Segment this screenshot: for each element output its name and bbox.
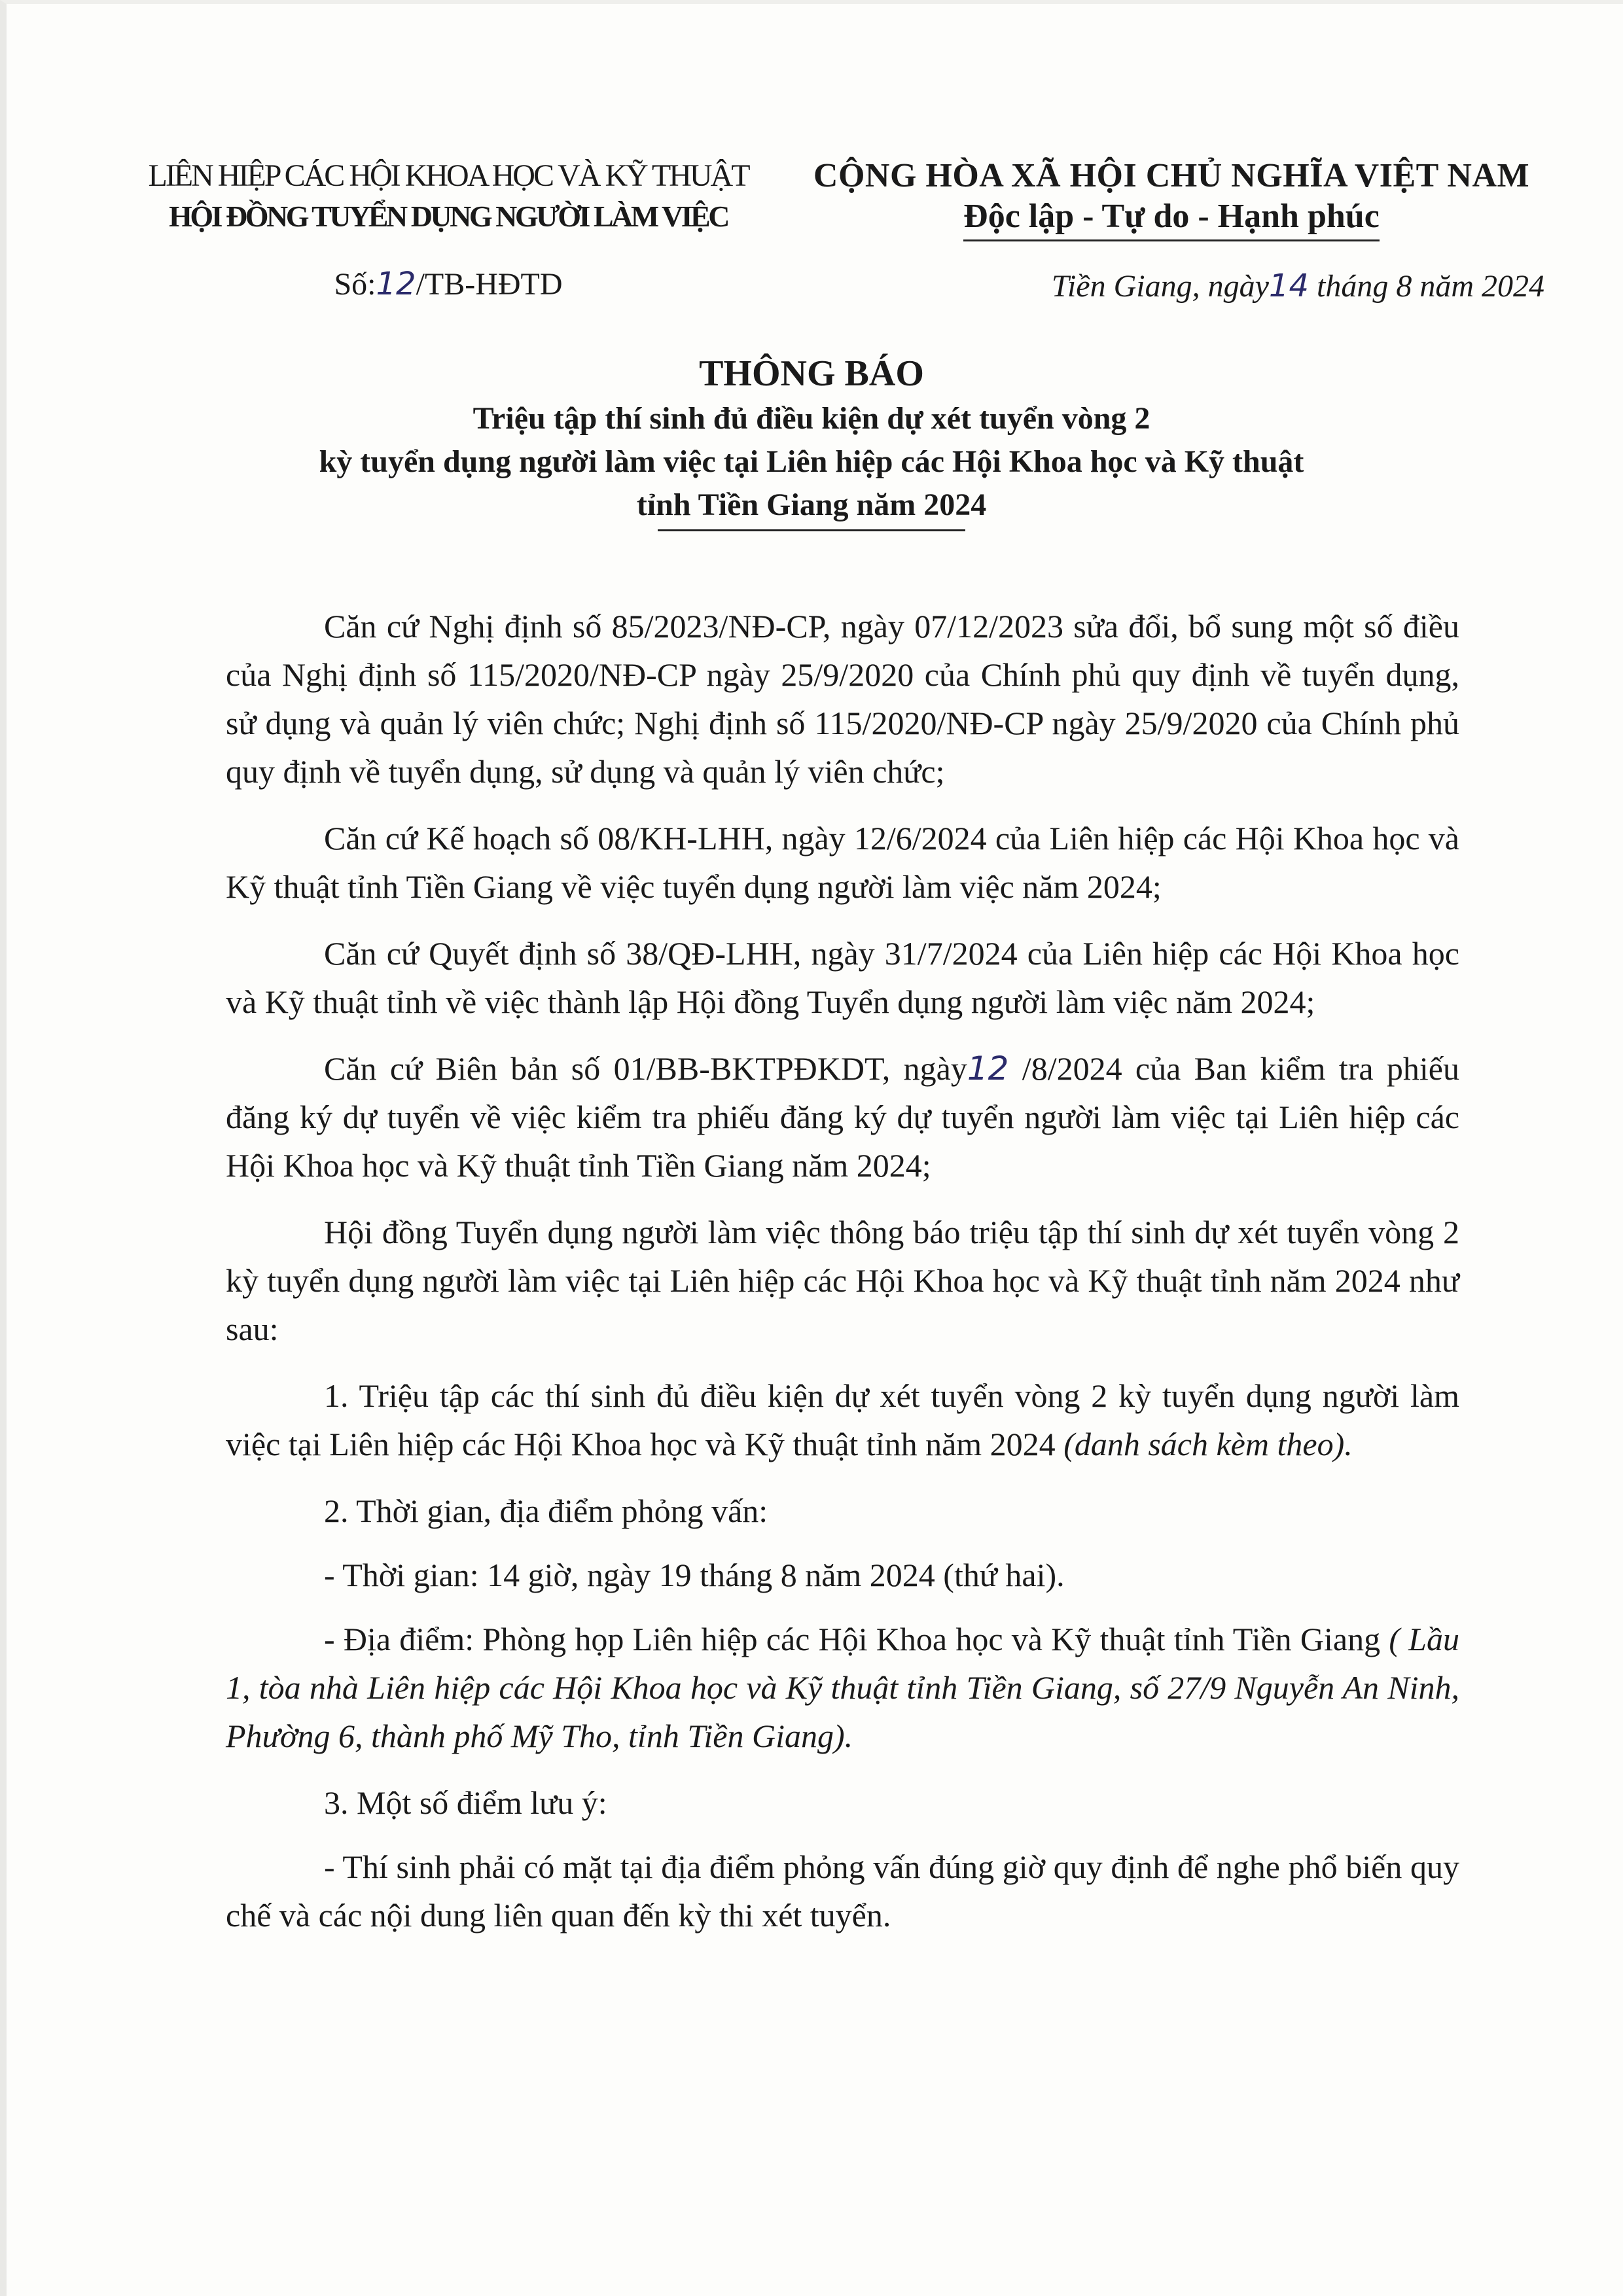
interview-location [226,1615,1459,1760]
title-underline [658,529,965,531]
legal-basis-decision: Căn cứ Quyết định số 38/QĐ-LHH, ngày 31/7/2024 của Liên hiệp các Hội Khoa học và Kỹ thuật tỉnh về việc thành lập Hội đồng Tuyển dụng người làm việc năm 2024; [226,935,1459,1020]
national-header [798,156,1544,306]
date-suffix: tháng 8 năm 2024 [1309,269,1544,304]
date-day-handwritten: 14 [1268,268,1309,304]
item-1-note: (danh sách kèm theo). [1063,1426,1353,1462]
notice-subtitle-line-1: Triệu tập thí sinh đủ điều kiện dự xét tuyển vòng 2 [473,401,1150,436]
legal-basis-decree: Căn cứ Nghị định số 85/2023/NĐ-CP, ngày 07/12/2023 sửa đổi, bổ sung một số điều của Nghị định số 115/2020/NĐ-CP ngày 25/9/2020 của Chính phủ quy định về tuyển dụng, sử dụng và quản lý viên chức; Nghị định số 115/2020/NĐ-CP ngày 25/9/2020 của Chính phủ quy định về tuyển dụng, sử dụng và quản lý viên chức; [226,608,1459,790]
date-prefix: Tiền Giang, ngày [1051,269,1269,304]
doc-number-suffix: /TB-HĐTD [416,267,563,302]
note-attendance: - Thí sinh phải có mặt tại địa điểm phỏng vấn đúng giờ quy định để nghe phổ biến quy chế và các nội dung liên quan đến kỳ thi xét tuyển. [226,1848,1459,1934]
item-1-text: 1. Triệu tập các thí sinh đủ điều kiện dự xét tuyển vòng 2 kỳ tuyển dụng người làm việc tại Liên hiệp các Hội Khoa học và Kỹ thuật tỉnh năm 2024 [226,1377,1459,1462]
item-2-heading: 2. Thời gian, địa điểm phỏng vấn: [324,1492,768,1529]
location-text: - Địa điểm: Phòng họp Liên hiệp các Hội Khoa học và Kỹ thuật tỉnh Tiền Giang [324,1621,1389,1657]
republic-name: CỘNG HÒA XÃ HỘI CHỦ NGHĨA VIỆT NAM [813,157,1530,194]
notice-subtitle-line-3: tỉnh Tiền Giang năm 2024 [636,487,987,522]
item-3-heading: 3. Một số điểm lưu ý: [324,1784,607,1821]
notice-subtitle-line-2: kỳ tuyển dụng người làm việc tại Liên hiệp các Hội Khoa học và Kỹ thuật [319,444,1304,479]
document-number [134,264,762,304]
interview-time: - Thời gian: 14 giờ, ngày 19 tháng 8 năm 2024 (thứ hai). [324,1557,1065,1593]
minutes-text-before: Căn cứ Biên bản số 01/BB-BKTPĐKDT, ngày [324,1050,967,1087]
notice-body [226,602,1459,1958]
notice-title-block [196,350,1427,531]
notice-title: THÔNG BÁO [699,353,924,394]
organization-name: LIÊN HIỆP CÁC HỘI KHOA HỌC VÀ KỸ THUẬT [148,158,749,193]
announcement-intro: Hội đồng Tuyển dụng người làm việc thông báo triệu tập thí sinh dự xét tuyển vòng 2 kỳ tuyển dụng người làm việc tại Liên hiệp các Hội Khoa học và Kỹ thuật tỉnh năm 2024 như sau: [226,1214,1459,1347]
place-date [798,266,1544,306]
national-motto: Độc lập - Tự do - Hạnh phúc [963,196,1380,241]
doc-number-prefix: Số: [334,267,376,302]
item-1-summon [226,1371,1459,1468]
council-name: HỘI ĐỒNG TUYỂN DỤNG NGƯỜI LÀM VIỆC [169,200,728,233]
location-note: ( Lầu 1, tòa nhà Liên hiệp các Hội Khoa học và Kỹ thuật tỉnh Tiền Giang, số 27/9 Nguyễn An Ninh, Phường 6, thành phố Mỹ Tho, tỉnh Tiền Giang). [226,1621,1459,1754]
legal-basis-plan: Căn cứ Kế hoạch số 08/KH-LHH, ngày 12/6/2024 của Liên hiệp các Hội Khoa học và Kỹ thuật tỉnh Tiền Giang về việc tuyển dụng người làm việc năm 2024; [226,820,1459,905]
issuer-header [134,156,762,304]
minutes-text-after: /8/2024 của Ban kiểm tra phiếu đăng ký dự tuyển về việc kiểm tra phiếu đăng ký dự tuyển người làm việc tại Liên hiệp các Hội Khoa học và Kỹ thuật tỉnh Tiền Giang năm 2024; [226,1050,1459,1184]
legal-basis-minutes [226,1044,1459,1190]
minutes-day-handwritten: 12 [967,1050,1009,1087]
doc-number-handwritten: 12 [376,266,416,302]
